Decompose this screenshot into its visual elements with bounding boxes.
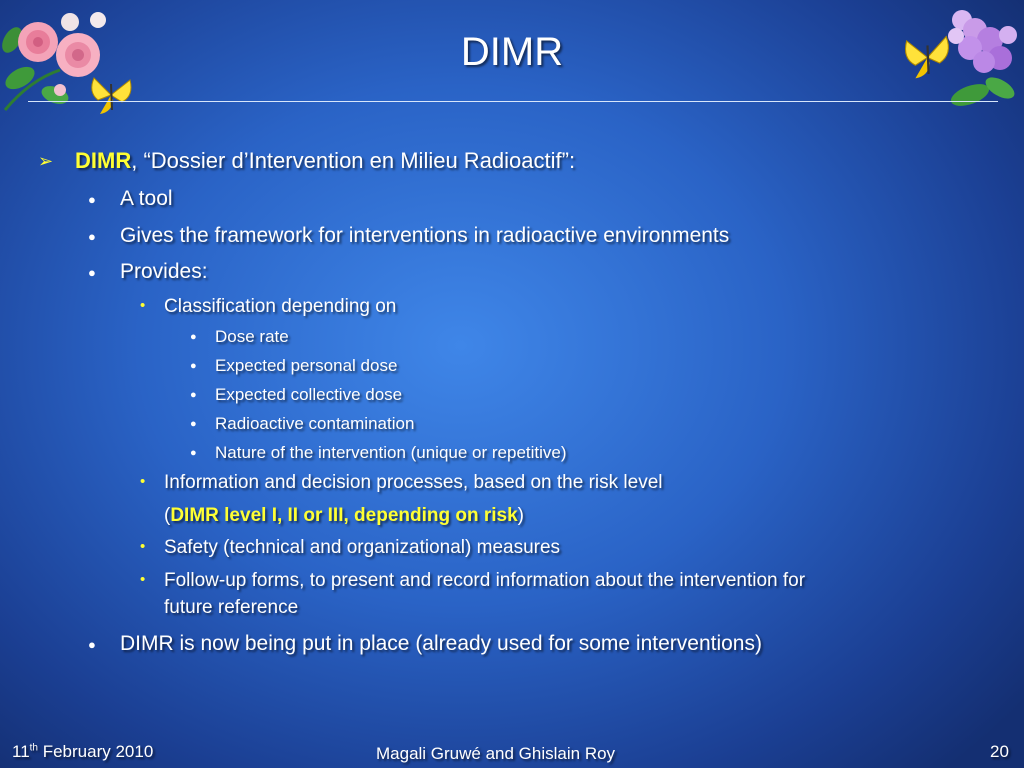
classification-item: Classification depending on: [164, 296, 397, 317]
sub-list-item: Nature of the intervention (unique or repetitive): [215, 443, 567, 462]
main-point-text: , “Dossier d’Intervention en Milieu Radioactif”:: [131, 148, 576, 173]
list-item: A tool: [120, 187, 173, 210]
list-item: Gives the framework for interventions in radioactive environments: [120, 224, 730, 247]
round-bullet-icon: ●: [88, 229, 96, 244]
sub-list-item: Dose rate: [215, 327, 289, 346]
sub-list-item: Expected personal dose: [215, 356, 398, 375]
main-point-bold: DIMR: [75, 148, 132, 173]
round-bullet-icon: ●: [88, 265, 96, 280]
round-bullet-icon: ●: [190, 331, 197, 343]
followup-item-cont: future reference: [164, 597, 299, 618]
round-bullet-icon: ●: [190, 418, 197, 430]
footer-authors: Magali Gruwé and Ghislain Roy: [376, 744, 616, 763]
small-bullet-icon: •: [140, 538, 146, 555]
info-item-highlight-line: (DIMR level I, II or III, depending on risk): [164, 505, 524, 526]
small-bullet-icon: •: [140, 297, 146, 314]
followup-item: Follow-up forms, to present and record information about the intervention for: [164, 570, 806, 591]
risk-level-highlight: DIMR level I, II or III, depending on risk: [170, 505, 518, 526]
round-bullet-icon: ●: [190, 447, 197, 459]
arrow-bullet-icon: ➢: [38, 151, 54, 171]
round-bullet-icon: ●: [88, 637, 96, 652]
list-item: Provides:: [120, 260, 208, 283]
safety-item: Safety (technical and organizational) measures: [164, 537, 561, 558]
final-item: DIMR is now being put in place (already used for some interventions): [120, 632, 762, 655]
info-item: Information and decision processes, based on the risk level: [164, 472, 663, 493]
round-bullet-icon: ●: [88, 192, 96, 207]
main-point: [75, 148, 575, 174]
small-bullet-icon: •: [140, 473, 146, 490]
page-number: 20: [990, 742, 1009, 761]
sub-list-item: Expected collective dose: [215, 385, 403, 404]
small-bullet-icon: •: [140, 571, 146, 588]
round-bullet-icon: ●: [190, 360, 197, 372]
slide-title: DIMR: [460, 30, 564, 74]
footer-date: 11th February 2010: [12, 742, 154, 761]
sub-list-item: Radioactive contamination: [215, 414, 415, 433]
round-bullet-icon: ●: [190, 389, 197, 401]
